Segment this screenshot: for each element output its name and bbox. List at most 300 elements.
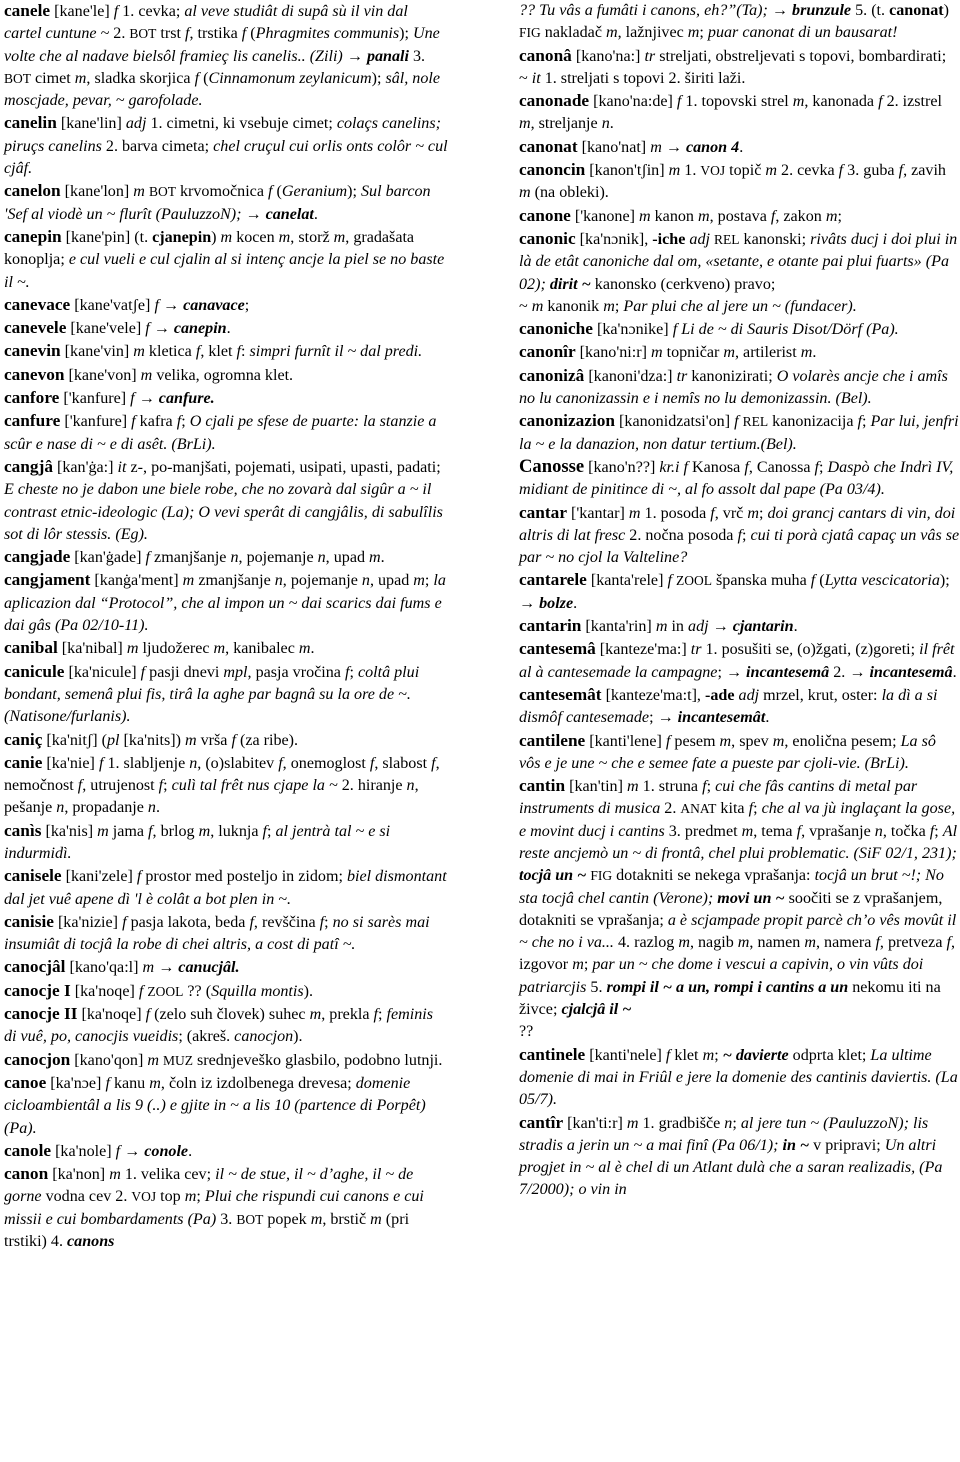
italic-text: m — [413, 572, 425, 590]
italic-text: m — [184, 731, 197, 749]
italic-text: m — [638, 207, 651, 225]
italic-text: puar canonat di un bausarat! — [707, 24, 898, 42]
definition-text: , točka — [882, 822, 930, 840]
italic-text: chel cruçul cui orlis onts colôr ~ cul cjâf. — [4, 137, 448, 178]
definition-text: , brstič — [322, 1210, 371, 1228]
headword: -ade — [704, 686, 735, 704]
definition-text: 2. nočna posoda — [625, 526, 738, 544]
definition-text: , trstika — [189, 25, 242, 43]
definition-text: , nagib — [689, 934, 738, 952]
headword: canonat — [889, 2, 944, 19]
definition-text: [kano'qa:l] — [65, 959, 143, 977]
dictionary-entry — [519, 638, 960, 684]
definition-text: [kano'nat] — [577, 138, 651, 156]
headword: canonâ — [519, 45, 572, 65]
definition-text: : — [241, 343, 250, 361]
definition-text: [kanta'rele] — [586, 572, 668, 590]
headword: canisele — [4, 866, 62, 886]
definition-text: ; — [163, 777, 172, 795]
italic-text: m — [741, 822, 754, 840]
definition-text: [ka'nibal] — [57, 640, 127, 658]
dictionary-entry — [4, 410, 448, 456]
headword: canevon — [4, 364, 65, 384]
italic-text: f — [130, 390, 135, 408]
definition-text: kocen — [232, 228, 279, 246]
headword: canepin — [4, 226, 62, 246]
italic-text: biel dismontant dal jet vuê apene dì 'l è colât a bot plen in ~. — [4, 868, 447, 908]
definition-text: . — [310, 640, 315, 658]
definition-text: 4. razlog — [613, 934, 679, 952]
definition-text: ; — [699, 24, 708, 42]
headword: canoniche — [519, 319, 593, 339]
definition-text: ( — [815, 572, 825, 590]
italic-text: La sô vôs e je une ~ che e semee fate a pueste par cjoli-vie. (BrLi). — [519, 732, 936, 772]
italic-text: culì tal frêt nus cjape la ~ — [171, 777, 338, 795]
italic-text: n — [230, 549, 239, 567]
definition-text: , vrč — [714, 504, 748, 522]
italic-text: m — [198, 822, 211, 840]
definition-text: vodna cev 2. — [41, 1188, 132, 1206]
italic-text: m — [333, 228, 346, 246]
italic-text: n — [406, 777, 415, 795]
definition-text: kanu — [109, 1074, 150, 1092]
italic-text: al jentrà tal ~ e si indurmidì. — [4, 822, 391, 862]
definition-text: klet — [670, 1046, 703, 1064]
dictionary-entry — [4, 865, 448, 911]
definition-text: . — [609, 115, 614, 133]
definition-text: , zakon — [775, 207, 826, 225]
italic-text: f — [665, 1046, 671, 1064]
italic-text: canocjon — [234, 1028, 294, 1046]
dictionary-entry — [4, 546, 448, 569]
headword: canonîr — [519, 342, 576, 362]
italic-text: f — [710, 504, 715, 522]
definition-text: [kanteze'ma:t], — [601, 686, 705, 704]
italic-text: m — [702, 1046, 715, 1064]
definition-text: 2. izstrel — [882, 93, 943, 111]
definition-text: . — [188, 1142, 193, 1160]
italic-text: f — [929, 822, 935, 840]
italic-text: f — [667, 572, 672, 590]
definition-text: ; — [614, 297, 624, 315]
definition-text: srednjeveško glasbilo, podobno lutnji. — [193, 1051, 443, 1069]
definition-text: , propadanje — [64, 799, 148, 817]
headword: cantarele — [519, 570, 587, 590]
headword: canfore — [4, 388, 60, 408]
dictionary-entry — [519, 318, 960, 341]
italic-text: f — [231, 731, 236, 749]
italic-text: Al reste ancjemò un ~ di frontâ, chel plui problematic. (SiF 02/1, 231); — [519, 822, 958, 862]
definition-text: 1. gradbišče — [638, 1114, 725, 1132]
headword: canon — [4, 1164, 49, 1184]
definition-text: 1. posoda — [640, 504, 711, 522]
italic-text: m — [772, 732, 785, 750]
bold-phrase: dirit ~ — [549, 275, 591, 293]
headword: canocjon — [4, 1049, 71, 1069]
dictionary-entry — [4, 569, 448, 637]
definition-text: 1. topovski strel — [681, 93, 793, 111]
definition-text: 1. cevka; — [118, 3, 185, 20]
italic-text: simpri furnît il ~ dal predi. — [249, 343, 423, 361]
definition-text: [kan'ġa:] — [52, 458, 118, 476]
headword: canevin — [4, 341, 61, 361]
italic-text: m — [147, 1051, 159, 1069]
dictionary-entry — [519, 136, 960, 159]
italic-text: f — [744, 458, 749, 476]
italic-text: Cinnamonum zeylanicum — [208, 69, 372, 87]
italic-text: cui che fâs cantins di metal par instruments di musica — [519, 778, 918, 818]
definition-text: kanonizirati; — [687, 367, 777, 385]
italic-text: f — [810, 572, 816, 590]
italic-text: par un ~ che dome i vescui a capivin, o vin vûts doi patriarcjis — [519, 956, 924, 996]
italic-text: doi grancj cantars di vin, doi altris di lat fresc — [519, 504, 956, 544]
bold-phrase: → incantesemât — [657, 709, 766, 727]
dictionary-entry — [519, 615, 960, 638]
definition-text: ; — [753, 800, 762, 818]
definition-text: krvomočnica — [175, 183, 268, 201]
italic-text: al veve studiât di supâ sù il vin dal cartel cuntune ~ — [4, 3, 408, 43]
italic-text: m — [309, 1006, 322, 1024]
italic-text: f — [122, 913, 127, 931]
definition-text: , lažnjivec — [617, 24, 688, 42]
domain-label: ZOOL — [147, 983, 184, 999]
definition-text: (zelo suh človek) suhec — [150, 1006, 310, 1024]
dictionary-entry — [519, 684, 960, 730]
italic-text: n — [601, 115, 610, 133]
definition-text: [kan'ġade] — [70, 549, 146, 567]
italic-text: f — [98, 754, 104, 772]
italic-text: feminis di vuê, po, canocjis vueidis — [4, 1006, 433, 1046]
definition-text: odprta klet; — [788, 1046, 871, 1064]
headword: canonic — [519, 228, 576, 248]
dictionary-entry — [4, 1003, 448, 1049]
definition-text: zmanjšanje — [194, 572, 275, 590]
bold-phrase: movi un ~ — [717, 889, 785, 907]
italic-text: O cjali pe sfese de puarte: la stanzie a scûr e nase di ~ e di asêt. (BrLi). — [4, 413, 437, 453]
italic-text: f — [249, 913, 254, 931]
definition-text: streljati, obstreljevati s topovi, bombardirati; — [655, 47, 947, 65]
headword: -iche — [652, 230, 686, 248]
domain-label: REL — [714, 231, 740, 247]
definition-text: [ka'noqe] — [77, 1006, 146, 1024]
italic-text: m — [184, 1188, 197, 1206]
definition-text: , pešanje — [4, 777, 419, 817]
italic-text: La ultime domenie di mai in Friûl e jere la domenie des cantinis daviertis. (La 05/7). — [519, 1046, 958, 1109]
bold-phrase: → canelat — [245, 205, 314, 223]
headword: cantîr — [519, 1112, 564, 1132]
definition-text: . — [573, 594, 578, 612]
italic-text: m — [650, 344, 663, 362]
definition-text: [ka'nis] — [41, 822, 98, 840]
italic-text: n — [317, 549, 326, 567]
italic-text: m — [298, 640, 311, 658]
dictionary-entry — [4, 340, 448, 363]
definition-text: [kan'ti:r] — [563, 1114, 627, 1132]
dictionary-entry — [519, 159, 960, 205]
dictionary-entry — [519, 205, 960, 228]
italic-text: m — [606, 24, 618, 42]
italic-text: Daspò che Indrì IV, midiant de pinitince di ~, al fo assolt dal pape (Pa 03/4). — [519, 458, 954, 499]
italic-text: f — [946, 934, 951, 952]
italic-text: kr.i f — [659, 458, 689, 476]
headword: cantarin — [519, 616, 582, 636]
definition-text: ). — [303, 982, 314, 1000]
definition-text: [kanti'nele] — [585, 1046, 666, 1064]
definition-text: , (o)slabitev — [197, 754, 279, 772]
dictionary-entry — [4, 112, 448, 180]
dictionary-entry — [4, 980, 448, 1003]
domain-label: FIG — [590, 868, 613, 884]
definition-text: [ka'nɔnik], — [575, 230, 653, 248]
bold-phrase: → panali — [346, 47, 409, 65]
definition-text: [kanġa'ment] — [90, 572, 183, 590]
headword: cantesemât — [519, 684, 602, 704]
definition-text: kanonik — [543, 297, 604, 315]
italic-text: coltâ plui bondant, semenâ plui fis, tirâ la aghe par bagnâ su la ore de ~.(Natisone/furlanis). — [4, 663, 420, 726]
bold-phrase: rompi il ~ a un, rompi i cantins a un — [606, 978, 849, 996]
italic-text: f — [672, 321, 678, 339]
definition-text: , nemočnost — [4, 754, 440, 795]
definition-text: . — [765, 709, 770, 727]
italic-text: f — [344, 663, 350, 681]
definition-text: 1. slabljenje — [103, 754, 190, 772]
italic-text: n — [361, 572, 370, 590]
definition-text: soočiti se z vprašanjem, dotakniti se vprašanja; — [519, 889, 943, 929]
definition-text: [ka'noqe] — [70, 982, 139, 1000]
definition-text: ?? — [519, 1023, 534, 1041]
definition-text: v pripravi; — [809, 1136, 885, 1154]
bold-phrase: → canucjâl. — [158, 959, 240, 977]
definition-text: velika, ogromna klet. — [152, 366, 294, 384]
definition-text: . — [313, 205, 318, 223]
headword: canonizazion — [519, 411, 616, 431]
headword: canocje II — [4, 1004, 78, 1024]
definition-text: 2. cevka — [777, 162, 839, 180]
italic-text: n — [56, 799, 65, 817]
definition-text: ) — [211, 228, 221, 246]
definition-text: ; — [349, 663, 358, 681]
definition-text: nekomu iti na živce; — [519, 978, 941, 1019]
definition-text: ) — [943, 2, 949, 19]
definition-text: in — [667, 618, 689, 636]
italic-text: f — [737, 526, 742, 544]
italic-text: f — [878, 93, 883, 111]
italic-text: m — [369, 549, 381, 567]
dictionary-entry — [4, 1140, 448, 1163]
definition-text: , namen — [749, 934, 805, 952]
definition-text: ); — [399, 25, 414, 43]
italic-text: m — [804, 934, 816, 952]
definition-text: ~ — [519, 69, 532, 87]
definition-text: , upad — [369, 572, 414, 590]
italic-text: f — [194, 69, 200, 87]
definition-text: španska muha — [711, 572, 811, 590]
definition-text: ); — [371, 69, 386, 87]
definition-text: [kano'qon] — [70, 1051, 148, 1069]
definition-text: dotakniti se nekega vprašanja: — [612, 867, 815, 885]
definition-text: ( — [199, 69, 209, 87]
italic-text: il ~ de stue, il ~ d’aghe, il ~ de gorne — [4, 1166, 414, 1206]
italic-text: f — [278, 754, 283, 772]
headword: Canosse — [519, 455, 585, 477]
definition-text: [kane'vatʃe] — [70, 296, 155, 314]
headword: canibal — [4, 638, 58, 658]
headword: cantinele — [519, 1044, 586, 1064]
italic-text: f — [770, 207, 776, 225]
definition-text: pasji dnevi — [145, 663, 224, 681]
definition-text: . — [155, 799, 160, 817]
italic-text: it — [117, 458, 127, 476]
definition-text: [kane'vin] — [60, 343, 134, 361]
definition-text: ( — [246, 25, 256, 43]
headword: canoncin — [519, 160, 586, 180]
italic-text: m — [572, 956, 584, 974]
italic-text: m — [627, 778, 639, 796]
italic-text: m — [133, 343, 145, 361]
italic-text: adj — [689, 230, 710, 248]
definition-text: . — [739, 138, 744, 156]
definition-text: ~ — [519, 297, 532, 315]
bold-phrase: → incantesemâ — [849, 663, 953, 681]
italic-text: m — [519, 184, 531, 202]
definition-text: , sladka skorjica — [86, 69, 195, 87]
definition-text: 2. — [109, 25, 130, 43]
definition-text: ; — [424, 572, 434, 590]
italic-text: m — [531, 297, 544, 315]
headword: canfure — [4, 411, 61, 431]
definition-text: kafra — [135, 413, 177, 431]
definition-text: ; — [378, 1006, 387, 1024]
italic-text: Geranium — [281, 183, 348, 201]
definition-text: top — [156, 1188, 185, 1206]
bold-phrase: → canfure. — [138, 390, 215, 408]
definition-text: , prekla — [321, 1006, 374, 1024]
italic-text: m — [655, 618, 668, 636]
italic-text: m — [792, 93, 805, 111]
definition-text: , pasja vročina — [247, 663, 345, 681]
italic-text: m — [109, 1166, 121, 1184]
definition-text: 1. streljati s topovi 2. širiti laži. — [540, 69, 746, 87]
headword: canonade — [519, 91, 590, 111]
italic-text: domenie cicloambientâl a lis 9 (..) e gjite in ~ a lis 10 (partence di Porpêt) (Pa). — [4, 1074, 426, 1137]
definition-text: ?? ( — [183, 982, 212, 1000]
italic-text: f — [373, 1006, 378, 1024]
italic-text: m — [149, 1074, 161, 1092]
italic-text: f — [748, 800, 754, 818]
italic-text: f — [241, 25, 247, 43]
italic-text: m — [668, 162, 681, 180]
definition-text: 1. posušiti se, (o)žgati, (z)goreti; — [701, 641, 920, 659]
headword: cantilene — [519, 730, 586, 750]
headword: canocjâl — [4, 957, 66, 977]
definition-text: pesem — [670, 732, 720, 750]
italic-text: m — [825, 207, 838, 225]
definition-text: 3. — [408, 47, 426, 65]
italic-text: pl — [106, 731, 120, 749]
bold-phrase: → canon 4 — [665, 138, 740, 156]
bold-phrase: in ~ — [782, 1136, 810, 1154]
italic-text: m — [278, 228, 291, 246]
italic-text: m — [765, 162, 777, 180]
definition-text: [kane'lin] — [56, 115, 126, 133]
headword: canìs — [4, 820, 42, 840]
italic-text: e cul vueli e cul cjalin al si intenç ancje la piel se no baste il ~. — [4, 251, 445, 291]
dictionary-entry — [4, 0, 448, 112]
bold-phrase: tocjâ un ~ — [519, 867, 587, 885]
definition-text: vrša — [196, 731, 232, 749]
headword: cangjade — [4, 547, 71, 567]
dictionary-entry — [519, 45, 960, 91]
dictionary-entry — [4, 456, 448, 546]
italic-text: n — [274, 572, 283, 590]
italic-text: f — [262, 822, 267, 840]
headword: canelon — [4, 181, 61, 201]
italic-text: it — [531, 69, 541, 87]
definition-text: , enolična pesem; — [784, 732, 901, 750]
definition-text: ( — [272, 183, 282, 201]
italic-text: f — [176, 413, 182, 431]
definition-text: , izgovor — [519, 934, 956, 974]
definition-text: ; — [758, 504, 768, 522]
definition-text: [ka'nɔe] — [46, 1074, 106, 1092]
italic-text: m — [220, 228, 233, 246]
italic-text: rivâts ducj i doi plui in là de etât canoniche dal om, «setante, e otante pai plui fuarts» (Pa 02); — [519, 230, 958, 293]
definition-text: kanonski; — [739, 230, 811, 248]
headword: cantar — [519, 502, 567, 522]
italic-text: m — [182, 572, 195, 590]
bold-phrase: → brunzule — [771, 2, 852, 19]
definition-text: ; — [324, 913, 333, 931]
italic-text: f — [431, 754, 436, 772]
definition-text: ; — [649, 709, 658, 727]
definition-text: 3. guba — [843, 162, 899, 180]
italic-text: f — [113, 3, 119, 20]
definition-text: , postava — [709, 207, 771, 225]
dictionary-entry — [4, 364, 448, 387]
italic-text: Par lui, jenfri la ~ e la danazion, non datur tertium.(Bel). — [519, 413, 959, 453]
headword: canole — [4, 1140, 52, 1160]
italic-text: f — [796, 822, 802, 840]
definition-text: [kane'von] — [64, 366, 141, 384]
dictionary-entry — [519, 569, 960, 615]
definition-text: , revščina — [253, 913, 320, 931]
dictionary-entry — [4, 387, 448, 410]
definition-text: , zavih — [903, 162, 946, 180]
italic-text: f — [898, 162, 904, 180]
italic-text: m — [687, 24, 700, 42]
definition-text: [kanoni'dza:] — [584, 367, 677, 385]
dictionary-entry — [519, 1112, 960, 1202]
definition-text: , luknja — [210, 822, 263, 840]
italic-text: f — [319, 913, 325, 931]
dictionary-entry — [4, 1049, 448, 1072]
definition-text: kita — [716, 800, 749, 818]
italic-text: m — [142, 959, 155, 977]
italic-text: n — [874, 822, 883, 840]
italic-text: la dì a si dismôf cantesemade — [519, 686, 938, 727]
definition-text: ; — [819, 458, 828, 476]
headword: canoe — [4, 1072, 47, 1092]
definition-text: 1. struna — [638, 778, 703, 796]
definition-text: , spev — [731, 732, 773, 750]
italic-text: f — [140, 663, 146, 681]
definition-text: ); — [939, 572, 950, 590]
dictionary-entry — [4, 294, 448, 317]
definition-text: ; — [706, 778, 716, 796]
definition-text: [kano'na:] — [571, 47, 645, 65]
italic-text: no si sarès mai insumiât di tocjâ la robe di chei altris, a cost di patî ~. — [4, 913, 430, 954]
bold-phrase: canons — [67, 1233, 115, 1251]
